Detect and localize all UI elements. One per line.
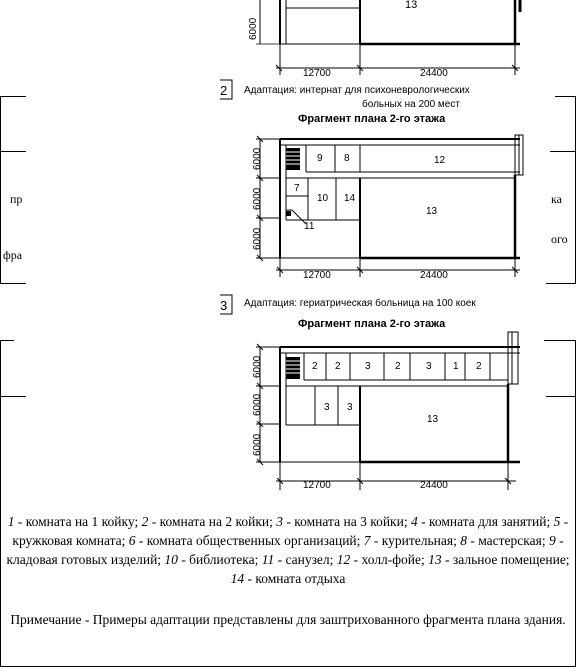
legend-text: - комната общественных организаций; [135, 533, 364, 548]
room-10: 10 [317, 193, 329, 204]
fragment-2-number: 2 [220, 83, 228, 98]
legend-item [142, 514, 277, 529]
fragment-2-caption-1: Адаптация: интернат для психоневрологических [244, 85, 470, 96]
legend-number: 11 [261, 552, 275, 567]
legend-text: - комната для занятий; [417, 514, 554, 529]
cut-text-left-1: пр [10, 192, 23, 206]
room-14: 14 [344, 193, 356, 204]
dim-v-1: 6000 [252, 355, 263, 378]
room-13: 13 [427, 414, 439, 425]
table-border [555, 96, 576, 97]
room-2: 2 [312, 361, 318, 372]
legend-item [411, 514, 554, 529]
legend-item [428, 552, 569, 567]
legend-item [460, 533, 549, 548]
cut-text-right-1: ка [551, 192, 562, 206]
plan-3 [256, 332, 520, 490]
dim-right: 24400 [420, 68, 448, 79]
room-3: 3 [324, 402, 330, 413]
legend-text: - зальное помещение; [441, 552, 570, 567]
table-border [0, 396, 26, 397]
legend [0, 512, 576, 588]
room-2: 2 [395, 361, 401, 372]
legend-number: 2 [141, 514, 149, 529]
legend-number: 4 [410, 514, 418, 529]
cut-text-left-2: фра [3, 248, 23, 262]
dim-v-2: 6000 [252, 187, 263, 210]
legend-text: - комната на 1 койку; [14, 514, 142, 529]
legend-number: 13 [428, 552, 442, 567]
legend-text: - мастерская; [466, 533, 549, 548]
fragment-3-number: 3 [220, 298, 228, 313]
table-border [0, 340, 14, 341]
room-1: 1 [453, 361, 459, 372]
legend-item [231, 571, 346, 586]
plan-top [256, 0, 520, 75]
room-3: 3 [426, 361, 432, 372]
cut-text-right-2: ого [551, 232, 568, 246]
plan-2 [256, 135, 523, 277]
dim-left: 12700 [303, 270, 331, 281]
dim-v-2: 6000 [252, 393, 263, 416]
dim-right: 24400 [420, 270, 448, 281]
room-7: 7 [294, 183, 300, 194]
dim-v-1: 6000 [252, 147, 263, 170]
legend-text: - комната на 3 койки; [283, 514, 411, 529]
table-border [0, 151, 26, 152]
legend-number: 14 [230, 571, 245, 586]
fragment-3-caption: Адаптация: гериатрическая больница на 100 коек [244, 298, 476, 309]
legend-number: 1 [7, 514, 15, 529]
legend-text: - комната отдыха [244, 571, 346, 586]
legend-text: - кружковая комната; [12, 514, 569, 548]
legend-text: - комната на 2 койки; [148, 514, 277, 529]
room-12: 12 [434, 155, 446, 166]
legend-number: 6 [128, 533, 136, 548]
room-2: 2 [335, 361, 341, 372]
table-border [550, 151, 576, 152]
legend-item [364, 533, 460, 548]
dim-v-3: 6000 [252, 433, 263, 456]
dim-left: 12700 [303, 480, 331, 491]
note: Примечание - Примеры адаптации представлены для заштрихованного фрагмента плана здания. [10, 612, 566, 627]
room-8: 8 [344, 153, 350, 164]
legend-number: 12 [336, 552, 351, 567]
legend-item [8, 514, 142, 529]
room-2: 2 [476, 361, 482, 372]
legend-number: 10 [164, 552, 178, 567]
table-border [546, 283, 576, 284]
legend-number: 7 [363, 533, 371, 548]
fragment-2-caption-2: больных на 200 мест [362, 99, 460, 110]
room-13-label: 13 [405, 0, 418, 11]
fragment-3-title: Фрагмент плана 2-го этажа [298, 318, 446, 330]
legend-text: - курительная; [370, 533, 461, 548]
room-13: 13 [426, 206, 438, 217]
legend-item [262, 552, 337, 567]
legend-number: 3 [276, 514, 284, 529]
legend-text: - санузел; [274, 552, 337, 567]
room-11: 11 [304, 221, 315, 232]
legend-text: - кладовая готовых изделий; [6, 533, 564, 567]
fragment-2-title: Фрагмент плана 2-го этажа [298, 113, 446, 125]
dim-right: 24400 [420, 480, 448, 491]
dim-vertical: 6000 [248, 17, 259, 40]
room-3: 3 [365, 361, 371, 372]
room-3: 3 [347, 402, 353, 413]
dim-left: 12700 [303, 68, 331, 79]
legend-text: - холл-фойе; [350, 552, 429, 567]
legend-item [337, 552, 428, 567]
table-border [546, 396, 576, 397]
legend-item [129, 533, 364, 548]
legend-text: - библиотека; [177, 552, 262, 567]
table-border [0, 96, 26, 97]
dim-v-3: 6000 [252, 227, 263, 250]
table-border [0, 283, 26, 284]
room-9: 9 [317, 153, 323, 164]
legend-item [164, 552, 261, 567]
floor-plans-figure [220, 0, 550, 500]
legend-number: 8 [460, 533, 467, 548]
legend-item [276, 514, 411, 529]
legend-number: 9 [548, 533, 556, 548]
table-border [0, 96, 1, 284]
legend-number: 5 [553, 514, 561, 529]
